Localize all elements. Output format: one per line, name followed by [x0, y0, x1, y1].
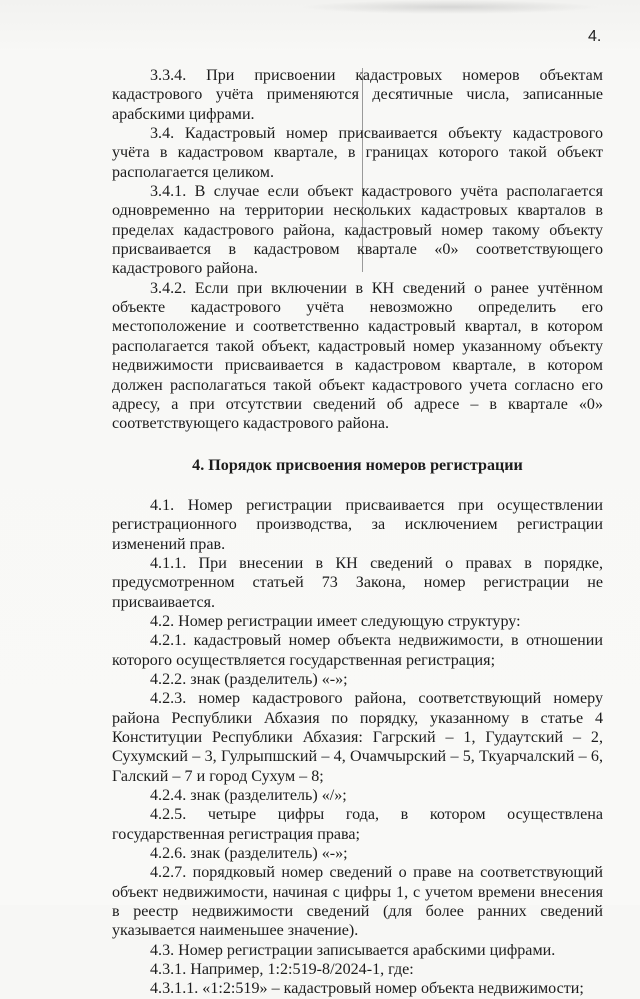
paragraph-3-4-2: 3.4.2. Если при включении в КН сведений о ранее учтённом объекте кадастрового учёта невозможно определить его местоположение и соответственно кадастровый квартал, в котором располагается такой объект, кадастровый номер указанному объекту недвижимости присваивается в кадастровом квартале, в котором должен располагаться такой объект кадастрового учета согласно его адресу, а при отсутствии сведений об адресе – в квартале «0» соответствующего кадастрового района. — [112, 279, 603, 433]
paragraph-4-3-1-1: 4.3.1.1. «1:2:519» – кадастровый номер объекта недвижимости; — [150, 980, 584, 998]
paragraph-3-3-4: 3.3.4. При присвоении кадастровых номеров объектам кадастрового учёта применяются десятичные числа, записанные арабскими цифрами. — [112, 67, 603, 123]
scan-artifact — [300, 0, 600, 14]
paragraph-4-3: 4.3. Номер регистрации записывается арабскими цифрами. — [150, 941, 556, 959]
paragraph-4-2: 4.2. Номер регистрации имеет следующую структуру: — [150, 612, 521, 630]
document-body — [112, 66, 603, 999]
paragraph-4-2-1: 4.2.1. кадастровый номер объекта недвижимости, в отношении которого осуществляется государственная регистрация; — [112, 632, 603, 669]
paragraph-4-3-1: 4.3.1. Например, 1:2:519-8/2024-1, где: — [150, 961, 414, 979]
paragraph-4-1: 4.1. Номер регистрации присваивается при осуществлении регистрационного производства, за исключением регистрации изменений прав. — [112, 496, 603, 553]
paragraph-3-4-1: 3.4.1. В случае если объект кадастрового учёта располагается одновременно на территории нескольких кадастровых кварталов в пределах кадастрового района, кадастровый номер такому объекту присваивается в кадастровом квартале «0» соответствующего кадастрового района. — [112, 183, 603, 278]
page-number: 4. — [588, 28, 602, 45]
paragraph-4-2-5: 4.2.5. четыре цифры года, в котором осуществлена государственная регистрация права; — [112, 806, 603, 843]
paragraph-4-2-7: 4.2.7. порядковый номер сведений о праве на соответствующий объект недвижимости, начиная с цифры 1, с учетом времени внесения в реестр недвижимости сведений (для более ранних сведений указывается наименьшее значение). — [112, 864, 603, 940]
paragraph-4-2-6: 4.2.6. знак (разделитель) «-»; — [150, 845, 348, 863]
paragraph-4-2-2: 4.2.2. знак (разделитель) «-»; — [150, 670, 348, 688]
section-heading: 4. Порядок присвоения номеров регистрации — [192, 456, 523, 474]
paragraph-4-2-4: 4.2.4. знак (разделитель) «/»; — [150, 787, 347, 805]
paragraph-4-2-3: 4.2.3. номер кадастрового района, соответствующий номеру района Республики Абхазия по порядку, указанному в статье 4 Конституции Республики Абхазия: Гагрский – 1, Гудаутский – 2, Сухумский – 3, Гулрыпшский – 4, Очамчырский – 5, Ткуарчалский – 6, Галский – 7 и город Сухум – 8; — [112, 690, 603, 785]
paragraph-4-1-1: 4.1.1. При внесении в КН сведений о правах в порядке, предусмотренном статьей 73 Закона, номер регистрации не присваивается. — [112, 554, 603, 611]
paragraph-3-4: 3.4. Кадастровый номер присваивается объекту кадастрового учёта в кадастровом квартале, в границах которого такой объект располагается целиком. — [112, 125, 603, 181]
